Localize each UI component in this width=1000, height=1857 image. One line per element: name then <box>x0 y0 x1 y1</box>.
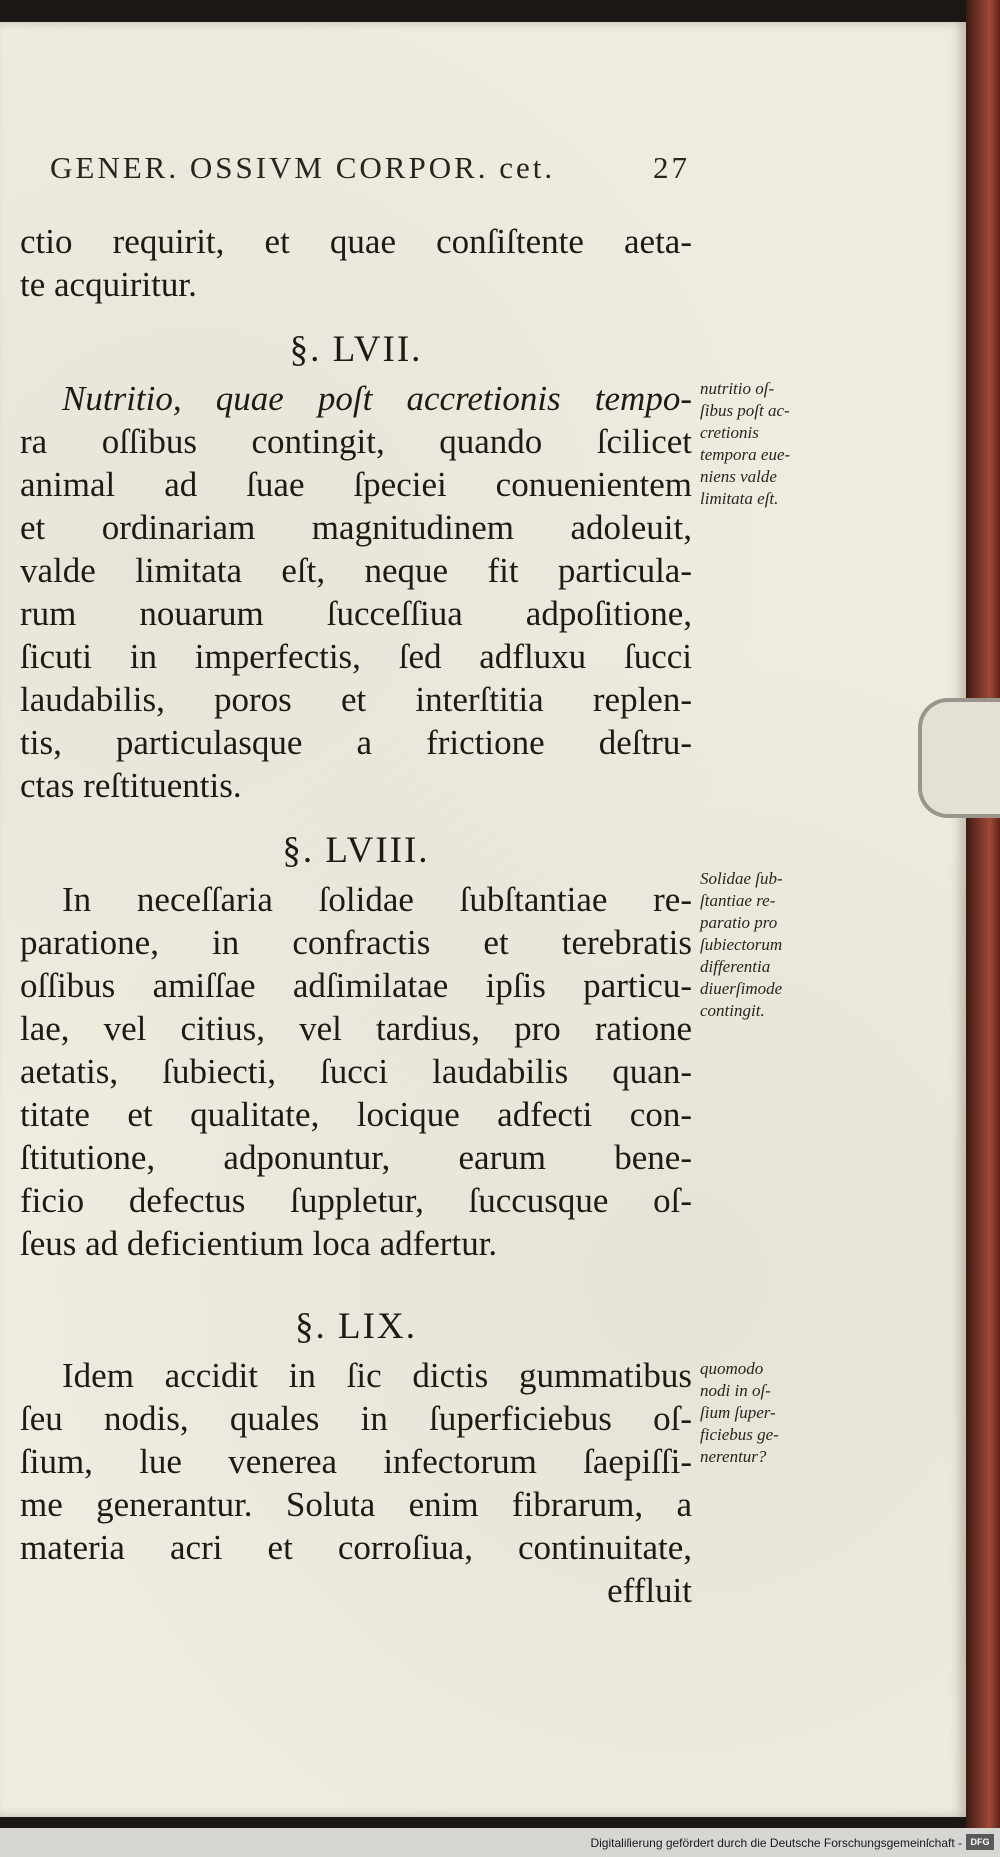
marginal-note-quomodo <box>700 1358 840 1468</box>
text-line: tis, particulasque a frictione deſtru- <box>20 723 692 762</box>
dfg-logo-icon: DFG <box>966 1834 994 1850</box>
page-clip <box>918 698 1000 818</box>
main-text <box>20 220 692 1612</box>
text-line: Idem accidit in ſic dictis gummatibus <box>62 1356 692 1395</box>
text-line: laudabilis, poros et interſtitia replen- <box>20 680 692 719</box>
text-line: valde limitata eſt, neque fit particula- <box>20 551 692 590</box>
marginal-line: ſibus poſt ac- <box>700 401 790 420</box>
digitization-credit <box>0 1828 1000 1857</box>
page-number: 27 <box>653 150 690 185</box>
text-line: ſium, lue venerea infectorum ſaepiſſi- <box>20 1442 692 1481</box>
text-line: ſtitutione, adponuntur, earum bene- <box>20 1138 692 1177</box>
marginal-note-solidae <box>700 868 840 1022</box>
marginal-line: diuerſimode <box>700 979 783 998</box>
text-line: aetatis, ſubiecti, ſucci laudabilis quan- <box>20 1052 692 1091</box>
marginal-line: contingit. <box>700 1001 765 1020</box>
text-line: rum nouarum ſucceſſiua adpoſitione, <box>20 594 692 633</box>
marginal-line: nutritio oſ- <box>700 379 775 398</box>
marginal-line: nerentur? <box>700 1447 767 1466</box>
marginal-line: ſium ſuper- <box>700 1403 776 1422</box>
marginal-line: ſubiectorum <box>700 935 783 954</box>
text-line: Nutritio, quae poſt accretionis tempo- <box>62 379 692 418</box>
marginal-line: limitata eſt. <box>700 489 779 508</box>
marginal-line: tempora eue- <box>700 445 791 464</box>
running-head-title: GENER. OSSIVM CORPOR. cet. <box>50 150 556 185</box>
running-head <box>50 150 690 186</box>
marginal-line: paratio pro <box>700 913 778 932</box>
text-line: titate et qualitate, locique adfecti con- <box>20 1095 692 1134</box>
text-line: ſeus ad deficientium loca adfertur. <box>20 1224 498 1263</box>
text-line: In neceſſaria ſolidae ſubſtantiae re- <box>62 880 692 919</box>
marginal-line: cretionis <box>700 423 759 442</box>
marginal-line: differentia <box>700 957 771 976</box>
marginal-note-nutritio <box>700 378 840 510</box>
text-line: ra oſſibus contingit, quando ſcilicet <box>20 422 692 461</box>
credit-text: Digitaliſierung gefördert durch die Deutsche Forschungsgemeinſchaft - <box>590 1835 962 1850</box>
marginal-line: ſtantiae re- <box>700 891 776 910</box>
text-line: oſſibus amiſſae adſimilatae ipſis particu- <box>20 966 692 1005</box>
text-line: ſicuti in imperfectis, ſed adfluxu ſucci <box>20 637 692 676</box>
catchword: effluit <box>607 1571 692 1610</box>
text-line: materia acri et corroſiua, continuitate, <box>20 1528 692 1567</box>
text-line: animal ad ſuae ſpeciei conuenientem <box>20 465 692 504</box>
text-line: te acquiritur. <box>20 265 197 304</box>
text-line: lae, vel citius, vel tardius, pro ratione <box>20 1009 692 1048</box>
section-heading-59: §. LIX. <box>295 1306 417 1347</box>
text-line: ſeu nodis, quales in ſuperficiebus oſ- <box>20 1399 692 1438</box>
text-line: ctio requirit, et quae conſiſtente aeta- <box>20 222 692 261</box>
section-heading-57: §. LVII. <box>289 329 423 370</box>
section-heading-58: §. LVIII. <box>282 830 430 871</box>
text-line: paratione, in confractis et terebratis <box>20 923 692 962</box>
book-edge <box>966 0 1000 1857</box>
text-line: et ordinariam magnitudinem adoleuit, <box>20 508 692 547</box>
marginal-line: ficiebus ge- <box>700 1425 779 1444</box>
marginal-line: niens valde <box>700 467 777 486</box>
marginal-line: nodi in oſ- <box>700 1381 771 1400</box>
text-line: ctas reſtituentis. <box>20 766 242 805</box>
marginal-line: quomodo <box>700 1359 764 1378</box>
text-line: ficio defectus ſuppletur, ſuccusque oſ- <box>20 1181 692 1220</box>
text-line: me generantur. Soluta enim fibrarum, a <box>20 1485 692 1524</box>
marginal-line: Solidae ſub- <box>700 869 783 888</box>
